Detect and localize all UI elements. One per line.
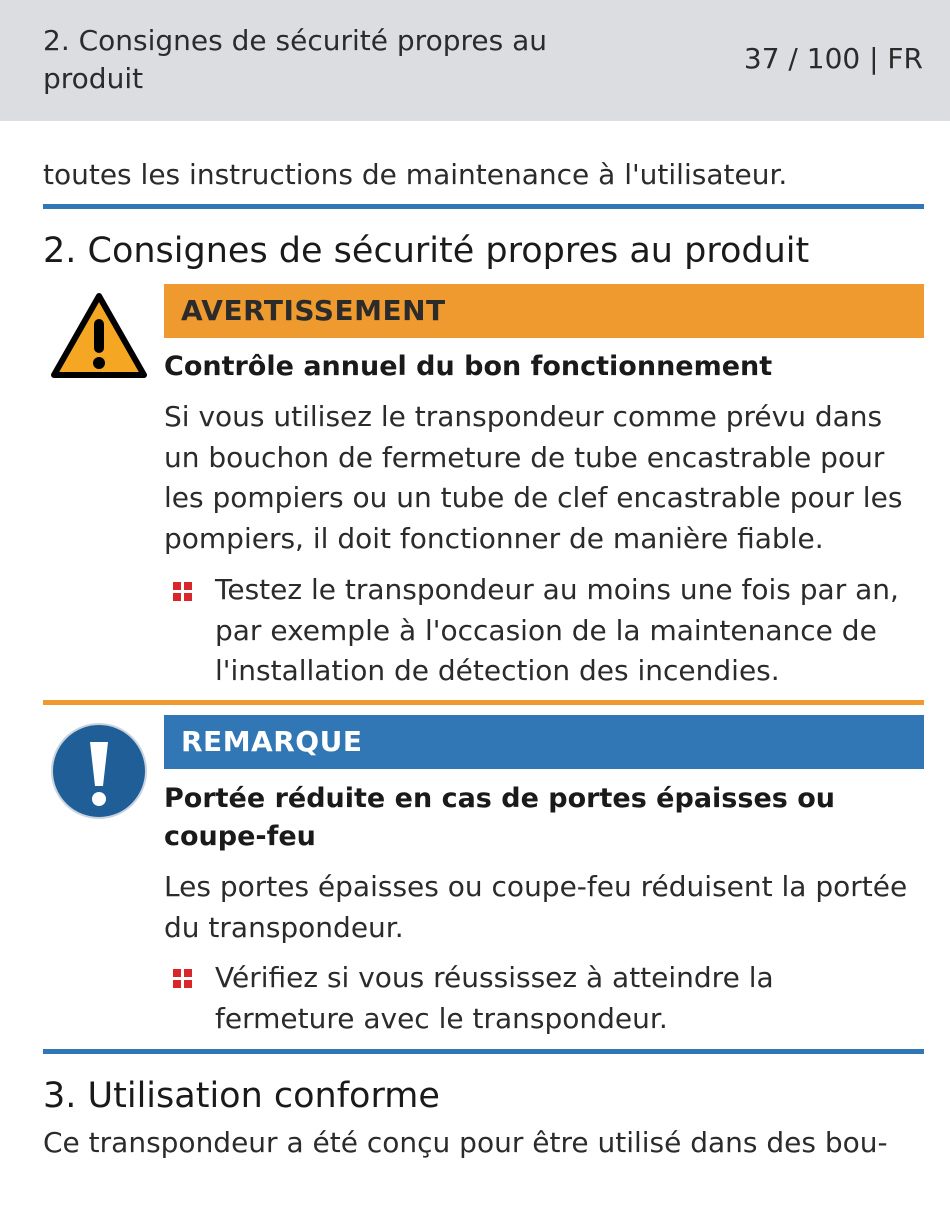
- page-number: 37 / 100 | FR: [743, 42, 923, 75]
- warning-action: Testez le transpondeur au moins une fois par an, par exemple à l'occasion de la maintenance de l'installation de détection des incendies.: [215, 573, 899, 687]
- warning-triangle-icon: [50, 291, 148, 379]
- page-header: [0, 0, 950, 121]
- header-title: 2. Consignes de sécurité propres au produit: [43, 24, 547, 95]
- action-bullet-icon: [173, 969, 192, 988]
- note-title: Portée réduite en cas de portes épaisses ou coupe-feu: [164, 783, 835, 852]
- section-divider: [43, 1049, 924, 1054]
- section-heading: 2. Consignes de sécurité propres au produit: [43, 231, 810, 271]
- section-heading: 3. Utilisation conforme: [43, 1076, 440, 1116]
- note-banner: REMARQUE: [164, 715, 924, 769]
- warning-body: Si vous utilisez le transpondeur comme prévu dans un bouchon de fermeture de tube encastrable pour les pompiers ou un tube de clef encastrable pour les pompiers, il doit fonctionner de manière fiable.: [164, 400, 903, 555]
- note-action: Vérifiez si vous réussissez à atteindre la fermeture avec le transpondeur.: [215, 961, 774, 1035]
- warning-divider: [43, 700, 924, 705]
- exclamation-circle-icon: [50, 722, 148, 820]
- warning-banner: AVERTISSEMENT: [164, 284, 924, 338]
- warning-title: Contrôle annuel du bon fonctionnement: [164, 351, 773, 382]
- note-body: Les portes épaisses ou coupe-feu réduisent la portée du transpondeur.: [164, 870, 908, 944]
- intro-text: toutes les instructions de maintenance à l'utilisateur.: [43, 158, 788, 191]
- section-divider: [43, 204, 924, 209]
- action-bullet-icon: [173, 582, 192, 601]
- section-body: Ce transpondeur a été conçu pour être utilisé dans des bou-: [43, 1126, 888, 1159]
